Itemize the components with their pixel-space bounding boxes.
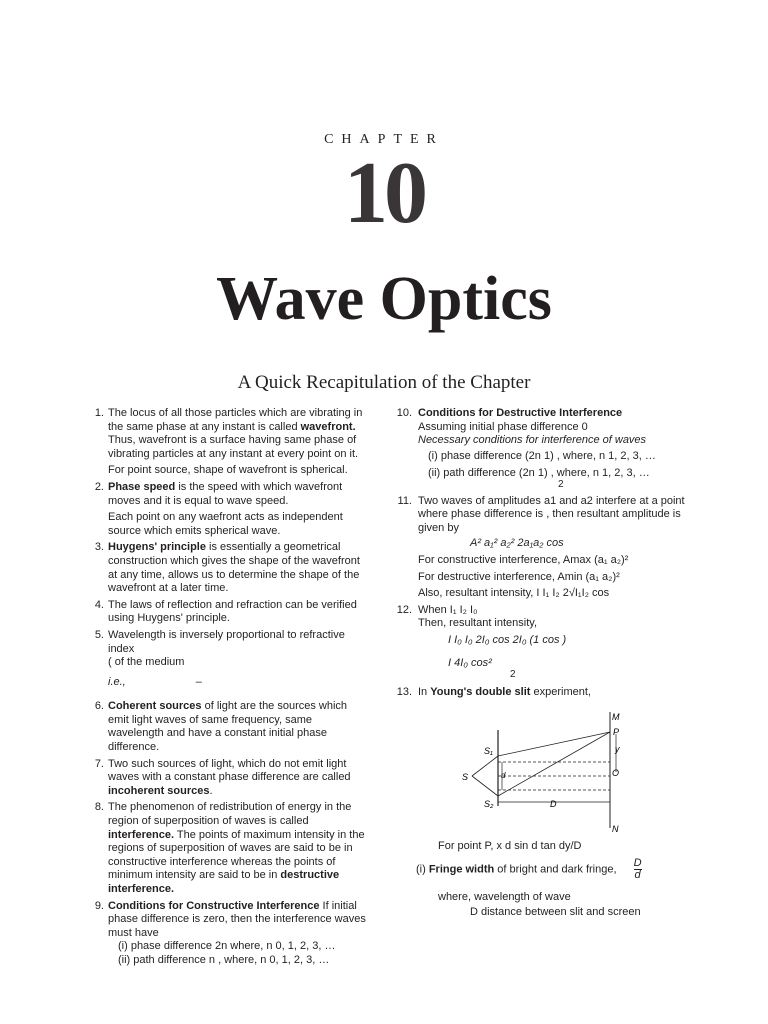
point-10 — [396, 407, 696, 492]
text: The phenomenon of redistribution of energy in the region of superposition of waves is called — [108, 801, 352, 828]
equation-resultant-amplitude: A² a₁² a₂² 2a₁a₂ cos — [470, 537, 564, 550]
term-huygens-principle: Huygens' principle — [108, 541, 206, 554]
point-4 — [88, 599, 370, 626]
equation-amin: For destructive interference, Amin (a₁ a₂)² — [418, 570, 620, 583]
text: In — [418, 685, 431, 698]
ray-s2-p — [498, 732, 610, 796]
term-constructive-conditions: Conditions for Constructive Interference — [108, 899, 320, 912]
text: i.e., — [108, 675, 126, 688]
text: Then, resultant intensity, — [418, 617, 538, 630]
item-number: 12. — [396, 603, 412, 616]
point-7 — [88, 758, 370, 799]
condition-path: (ii) path difference n , where, n 0, 1, 2, 3, … — [118, 953, 330, 966]
point-2 — [88, 481, 370, 538]
point-9 — [88, 900, 370, 968]
text: Two waves of amplitudes a1 and a2 interfere at a point where phase difference is , then resultant amplitude is given by — [418, 494, 685, 534]
item-number: 10. — [396, 407, 412, 419]
text: When I₁ I₂ I₀ — [418, 603, 478, 616]
point-1 — [88, 407, 370, 478]
text: experiment, — [530, 685, 591, 698]
ray-s1-p — [498, 732, 610, 756]
point-8 — [88, 801, 370, 896]
point-12 — [396, 604, 696, 682]
fraction-denominator: 2 — [558, 478, 564, 490]
text: ( of the medium — [108, 656, 185, 669]
text: of light are the sources which emit light waves of same frequency, same wavelength and have a constant initial phase difference. — [108, 700, 348, 754]
fringe-width-fraction — [634, 858, 642, 881]
term-incoherent-sources: incoherent sources — [108, 784, 210, 797]
chapter-number: 10 — [344, 145, 424, 242]
item-number: 11. — [397, 494, 412, 507]
text: (i) — [416, 863, 429, 875]
point-13 — [396, 686, 696, 700]
point-11 — [396, 495, 696, 601]
point-3 — [88, 541, 370, 595]
item-number: 13. — [396, 685, 412, 698]
fraction-denominator: d — [634, 868, 641, 881]
item-number: 2. — [94, 480, 104, 493]
term-destructive-interference: destructive interference. — [108, 869, 340, 895]
point-6 — [88, 700, 370, 754]
equation-intensity-cos2: I 4I₀ cos² — [448, 656, 492, 669]
item-number: 5. — [94, 628, 104, 641]
item-number: 8. — [94, 801, 104, 814]
label-o: O — [612, 768, 620, 778]
formula-dash: – — [195, 675, 202, 688]
point-5 — [88, 629, 370, 697]
text: Wavelength is inversely proportional to refractive index — [108, 628, 345, 655]
item-number: 1. — [94, 407, 104, 419]
text: The laws of reflection and refraction can be verified using Huygens' principle. — [108, 598, 357, 625]
label-d: d — [501, 771, 506, 780]
term-phase-speed: Phase speed — [108, 480, 176, 493]
text: Necessary conditions for interference of waves — [418, 434, 647, 447]
label-n: N — [612, 824, 619, 834]
ray-s-s2 — [472, 776, 498, 796]
where-wavelength: where, wavelength of wave — [438, 890, 571, 903]
equation-intensity-equal: I I₀ I₀ 2I₀ cos 2I₀ (1 cos ) — [448, 633, 567, 646]
where-distance: D distance between slit and screen — [470, 906, 641, 919]
young-double-slit-diagram — [450, 710, 640, 838]
term-coherent-sources: Coherent sources — [108, 700, 202, 713]
fraction-denominator: 2 — [510, 669, 516, 681]
path-difference-relation: For point P, x d sin d tan dy/D — [438, 840, 582, 852]
label-s: S — [462, 772, 469, 782]
text: is the speed with which wavefront moves and it is equal to wave speed. — [108, 480, 343, 507]
term-interference: interference. — [108, 828, 175, 841]
item-number: 3. — [94, 541, 104, 554]
fraction-numerator: D — [633, 856, 642, 869]
condition-path: (ii) path difference (2n 1) , where, n 1, 2, 3, … — [428, 467, 650, 480]
text: Two such sources of light, which do not emit light waves with a constant phase difference are called — [108, 757, 351, 784]
text: The points of maximum intensity in the regions of superposition of waves are said to be in constructive interference whereas the points of minimum intensity are said to be in — [108, 828, 365, 882]
chapter-label: CHAPTER — [324, 132, 444, 147]
text: is essentially a geometrical construction which gives the shape of the wavefront at any time, allows us to determine the shape of the wavefront at a later time. — [108, 541, 360, 595]
chapter-title: Wave Optics — [216, 265, 552, 333]
item-number: 4. — [94, 598, 104, 611]
text: Assuming initial phase difference 0 — [418, 420, 588, 433]
item-number: 6. — [94, 700, 104, 713]
text: If initial phase difference is zero, then the interference waves must have — [108, 899, 366, 939]
condition-phase: (i) phase difference 2n where, n 0, 1, 2, 3, … — [118, 940, 336, 953]
diagram-notes — [416, 840, 696, 920]
equation-amax: For constructive interference, Amax (a₁ a₂)² — [418, 553, 629, 566]
text: Thus, wavefront is a surface having same phase of vibrating particles at any instant at every point on it. — [108, 434, 359, 460]
item-number: 7. — [94, 757, 104, 770]
label-y: y — [615, 744, 620, 754]
term-wavefront: wavefront. — [300, 420, 356, 433]
term-destructive-conditions: Conditions for Destructive Interference — [418, 407, 623, 419]
text: The locus of all those particles which are vibrating in the same phase at any instant is called — [108, 407, 363, 433]
text: . — [209, 784, 213, 797]
item-number: 9. — [94, 899, 104, 912]
term-fringe-width: Fringe width — [428, 863, 495, 875]
equation-intensity: Also, resultant intensity, I I₁ I₂ 2√I₁I₂ cos — [418, 587, 610, 600]
label-p: P — [613, 727, 620, 737]
left-column — [88, 407, 370, 971]
condition-phase: (i) phase difference (2n 1) , where, n 1, 2, 3, … — [428, 449, 656, 462]
label-s2: S₂ — [484, 799, 494, 809]
label-m: M — [612, 712, 620, 722]
recap-heading: A Quick Recapitulation of the Chapter — [237, 372, 531, 393]
label-distance: D — [550, 799, 557, 809]
text: Each point on any waefront acts as independent source which emits spherical wave. — [108, 511, 343, 537]
ray-s-s1 — [472, 756, 498, 776]
term-young-double-slit: Young's double slit — [430, 685, 531, 698]
right-column — [396, 407, 696, 702]
label-s1: S₁ — [484, 746, 493, 756]
text: of bright and dark fringe, — [494, 863, 617, 875]
text: For point source, shape of wavefront is spherical. — [108, 464, 348, 477]
